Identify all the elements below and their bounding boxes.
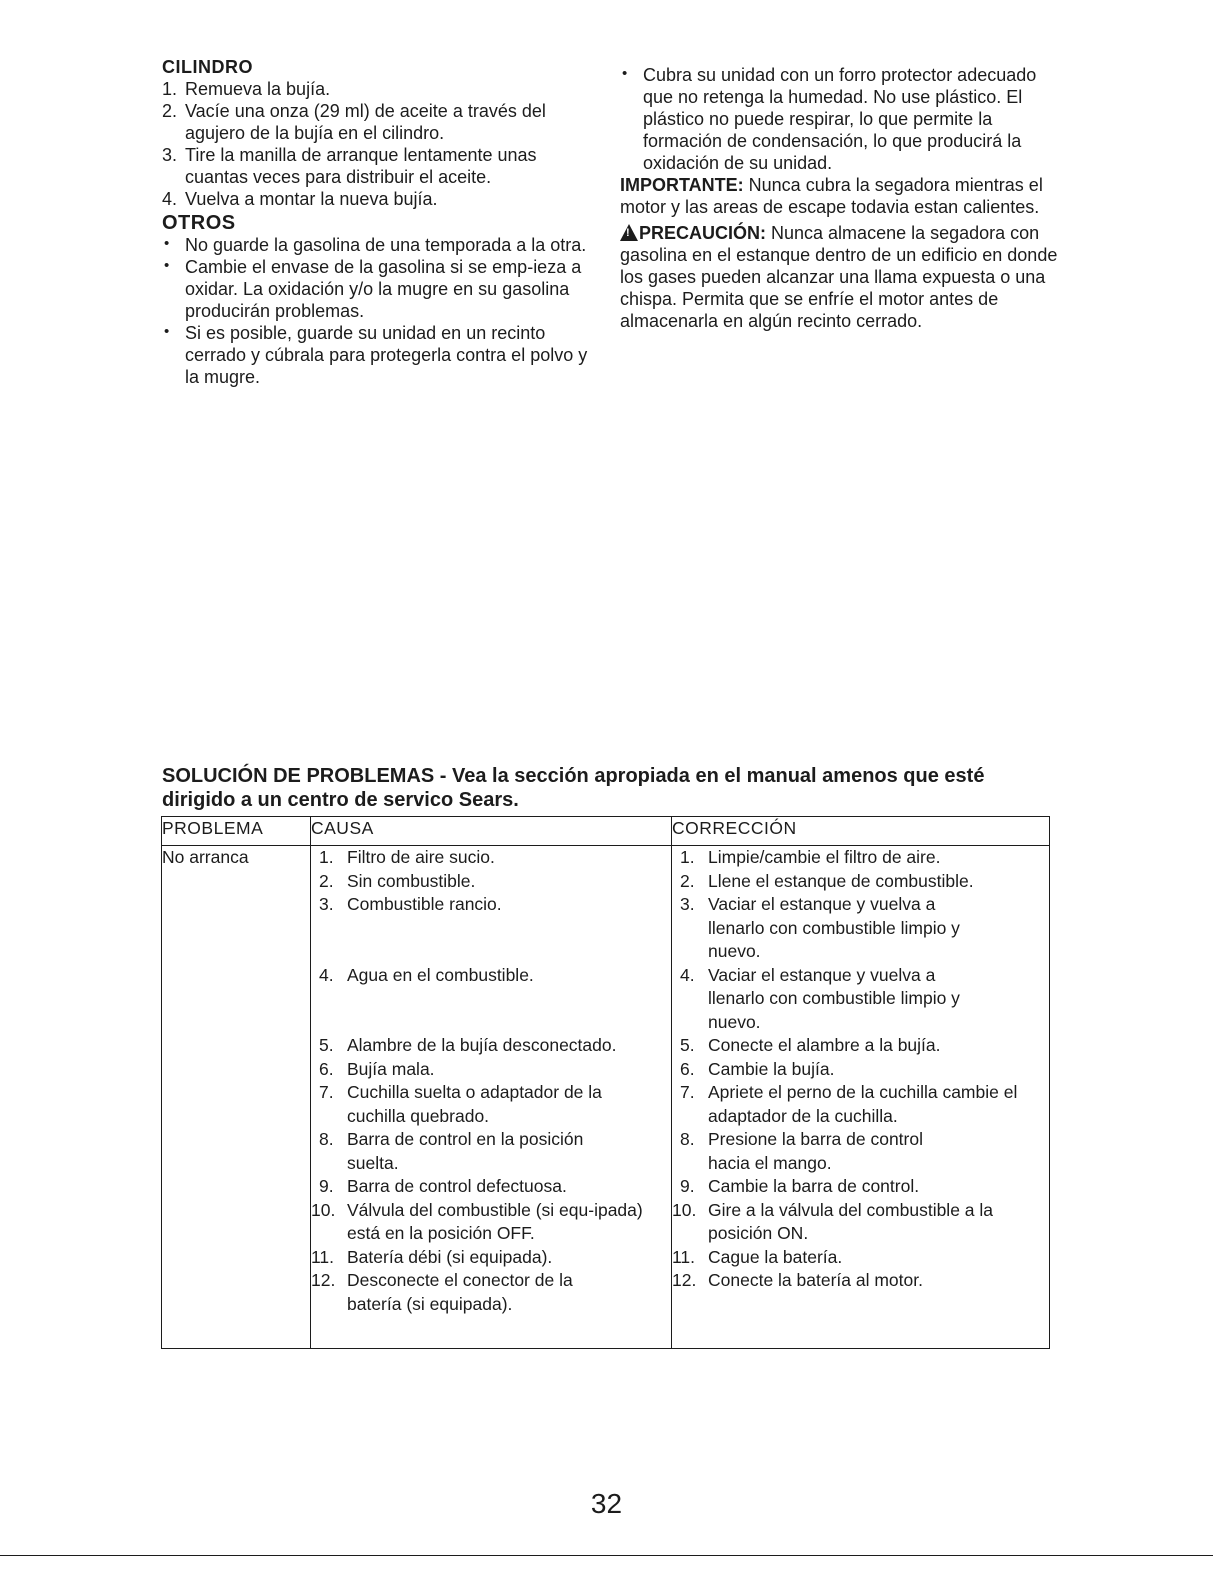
important-note xyxy=(620,174,1060,218)
header-causa: CAUSA xyxy=(311,817,672,846)
table-row: 9. Cambie la barra de control. xyxy=(680,1176,920,1196)
left-column xyxy=(162,56,602,388)
page-number: 32 xyxy=(590,1488,623,1519)
cilindro-heading: CILINDRO xyxy=(162,57,253,77)
list-item: 3. Tire la manilla de arranque lentamente unas cuantas veces para distribuir el aceite. xyxy=(162,145,537,187)
table-row: 3. Vaciar el estanque y vuelva a llenarlo con combustible limpio y nuevo. xyxy=(680,894,960,961)
table-row: 9. Barra de control defectuosa. xyxy=(319,1176,567,1196)
table-row: 12. Conecte la batería al motor. xyxy=(672,1270,923,1290)
important-label: IMPORTANTE: xyxy=(620,175,744,195)
table-row: 7. Apriete el perno de la cuchilla cambie el adaptador de la cuchilla. xyxy=(680,1082,1018,1126)
cilindro-steps xyxy=(162,78,602,210)
table-row: 1. Filtro de aire sucio. xyxy=(319,847,495,867)
causa-cell xyxy=(311,846,672,1349)
list-item: • Si es posible, guarde su unidad en un recinto cerrado y cúbrala para protegerla contra el polvo y la mugre. xyxy=(164,323,588,387)
caution-label: PRECAUCIÓN: xyxy=(639,223,767,243)
table-row: 3. Combustible rancio. xyxy=(319,894,502,914)
table-row: 10. Gire a la válvula del combustible a la posición ON. xyxy=(672,1199,994,1243)
warning-icon xyxy=(620,224,638,241)
table-row: 8. Barra de control en la posición suelta. xyxy=(319,1129,584,1173)
otros-bullets xyxy=(162,234,602,388)
table-row: 2. Llene el estanque de combustible. xyxy=(680,870,974,891)
table-row: 12. Desconecte el conector de la batería (si equipada). xyxy=(311,1270,573,1314)
list-item: 2. Vacíe una onza (29 ml) de aceite a través del agujero de la bujía en el cilindro. xyxy=(162,101,546,143)
table-row: 8. Presione la barra de control hacia el mango. xyxy=(680,1129,923,1173)
problem-cell xyxy=(162,846,311,1349)
otros-heading: OTROS xyxy=(162,212,236,234)
table-row: 6. Bujía mala. xyxy=(319,1058,435,1079)
list-item: • No guarde la gasolina de una temporada a la otra. xyxy=(164,235,587,255)
list-item: 4. Vuelva a montar la nueva bujía. xyxy=(162,189,438,209)
table-row: 5. Alambre de la bujía desconectado. xyxy=(319,1035,617,1055)
list-item: • Cambie el envase de la gasolina si se emp-ieza a oxidar. La oxidación y/o la mugre en su gasolina producirán problemas. xyxy=(164,257,582,321)
caution-text: Nunca almacene la segadora con gasolina en el estanque dentro de un edificio en donde los gases pueden alcanzar una llama expuesta o una chispa. Permita que se enfríe el motor antes de almacenarla en algún recinto cerrado. xyxy=(620,223,1058,331)
correccion-cell xyxy=(672,846,1050,1349)
caution-note xyxy=(620,222,1060,332)
header-correccion: CORRECCIÓN xyxy=(672,817,1050,846)
table-row: 4. Vaciar el estanque y vuelva a llenarlo con combustible limpio y nuevo. xyxy=(680,964,960,1032)
list-item: 1. Remueva la bujía. xyxy=(162,79,331,99)
important-text: Nunca cubra la segadora mientras el motor y las areas de escape todavia estan calientes. xyxy=(620,175,1043,217)
table-row: 2. Sin combustible. xyxy=(319,870,476,891)
table-row: 11. Batería débi (si equipada). xyxy=(311,1246,553,1267)
table-row: 1. Limpie/cambie el filtro de aire. xyxy=(680,847,941,867)
troubleshooting-title: SOLUCIÓN DE PROBLEMAS - Vea la sección apropiada en el manual amenos que esté dirigido a un centro de servico Sears. xyxy=(162,765,985,811)
list-item: • Cubra su unidad con un forro protector adecuado que no retenga la humedad. No use plástico. El plástico no puede respirar, lo que permite la formación de condensación, lo que producirá la oxidación de su unidad. xyxy=(622,65,1037,173)
table-row: 4. Agua en el combustible. xyxy=(319,964,534,985)
right-column xyxy=(620,64,1060,332)
table-row: 7. Cuchilla suelta o adaptador de la cuchilla quebrado. xyxy=(319,1082,602,1126)
table-row: 10. Válvula del combustible (si equ-ipada) está en la posición OFF. xyxy=(311,1199,643,1243)
header-problema: PROBLEMA xyxy=(162,817,311,846)
storage-bullet xyxy=(620,64,1060,174)
table-row: 6. Cambie la bujía. xyxy=(680,1058,835,1079)
table-row: 5. Conecte el alambre a la bujía. xyxy=(680,1035,941,1055)
bottom-divider xyxy=(0,1555,1213,1556)
table-row: 11. Cague la batería. xyxy=(672,1246,843,1267)
troubleshooting-table xyxy=(161,816,1050,1349)
problem-text: No arranca xyxy=(162,847,249,867)
